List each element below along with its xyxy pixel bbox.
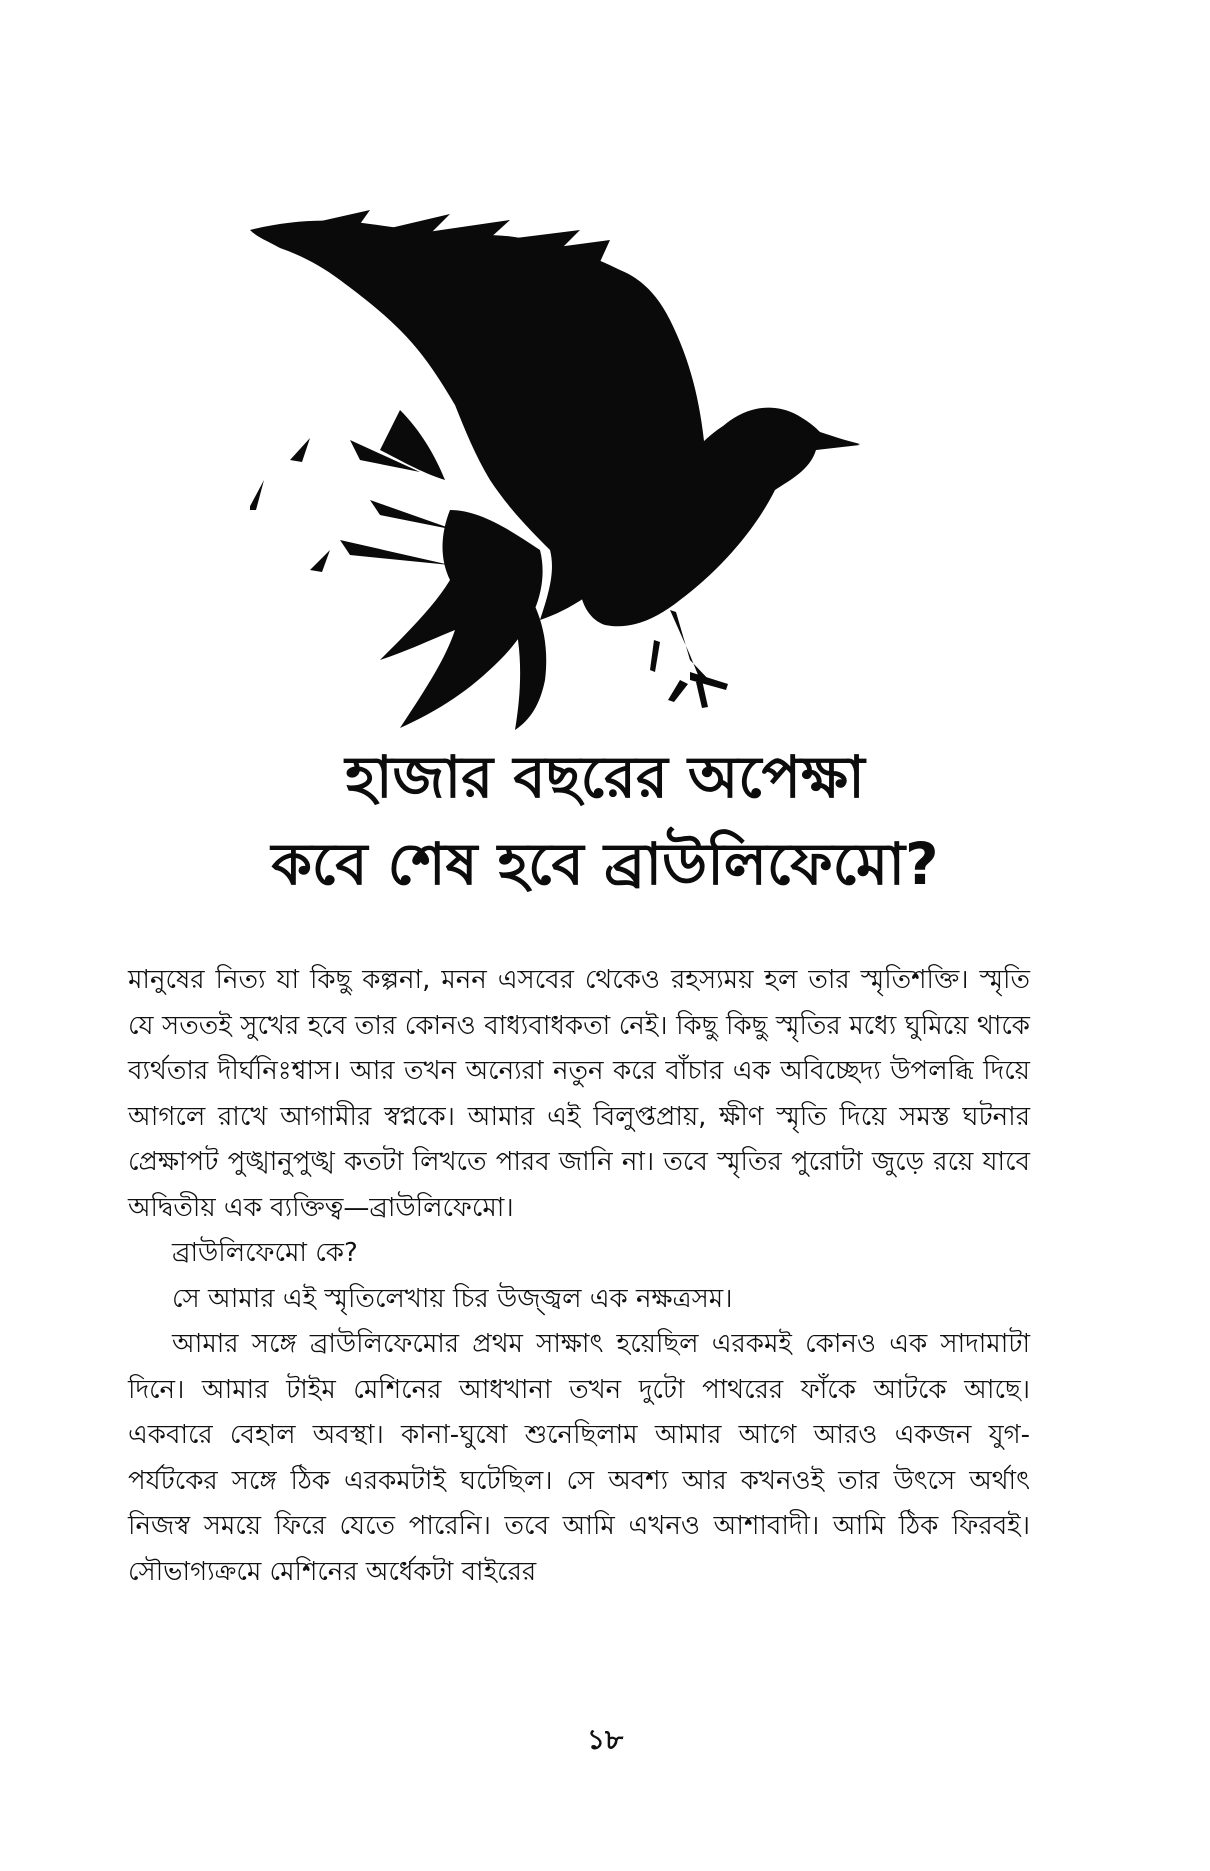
- paragraph-4: আমার সঙ্গে ব্রাউলিফেমোর প্রথম সাক্ষাৎ হয়েছিল এরকমই কোনও এক সাদামাটা দিনে। আমার টাইম মেশিনের আধখানা তখন দুটো পাথরের ফাঁকে আটকে আছে। একবারে বেহাল অবস্থা। কানা-ঘুষো শুনেছিলাম আমার আগে আরও একজন যুগ-পর্যটকের সঙ্গে ঠিক এরকমটাই ঘটেছিল। সে অবশ্য আর কখনওই তার উৎসে অর্থাৎ নিজস্ব সময়ে ফিরে যেতে পারেনি। তবে আমি এখনও আশাবাদী। আমি ঠিক ফিরবই। সৌভাগ্যক্রমে মেশিনের অর্ধেকটা বাইরের: [128, 1329, 1030, 1587]
- paragraph-1: মানুষের নিত্য যা কিছু কল্পনা, মনন এসবের থেকেও রহস্যময় হল তার স্মৃতিশক্তি। স্মৃতি যে সততই সুখের হবে তার কোনও বাধ্যবাধকতা নেই। কিছু কিছু স্মৃতির মধ্যে ঘুমিয়ে থাকে ব্যর্থতার দীর্ঘনিঃশ্বাস। আর তখন অন্যেরা নতুন করে বাঁচার এক অবিচ্ছেদ্য উপলব্ধি দিয়ে আগলে রাখে আগামীর স্বপ্নকে। আমার এই বিলুপ্তপ্রায়, ক্ষীণ স্মৃতি দিয়ে সমস্ত ঘটনার প্রেক্ষাপট পুঙ্খানুপুঙ্খ কতটা লিখতে পারব জানি না। তবে স্মৃতির পুরোটা জুড়ে রয়ে যাবে অদ্বিতীয় এক ব্যক্তিত্ব—ব্রাউলিফেমো।: [128, 965, 1030, 1223]
- chapter-title-line-1: হাজার বছরের অপেক্ষা: [345, 743, 865, 811]
- page-number: ১৮: [586, 1723, 624, 1756]
- paragraph-2: ব্রাউলিফেমো কে?: [172, 1238, 358, 1268]
- crow-illustration: [250, 210, 910, 730]
- chapter-title-line-2: কবে শেষ হবে ব্রাউলিফেমো?: [271, 830, 939, 898]
- paragraph-3: সে আমার এই স্মৃতিলেখায় চির উজ্জ্বল এক নক্ষত্রসম।: [172, 1283, 733, 1314]
- crow-silhouette-icon: [250, 210, 860, 730]
- body-text: [128, 958, 1030, 1595]
